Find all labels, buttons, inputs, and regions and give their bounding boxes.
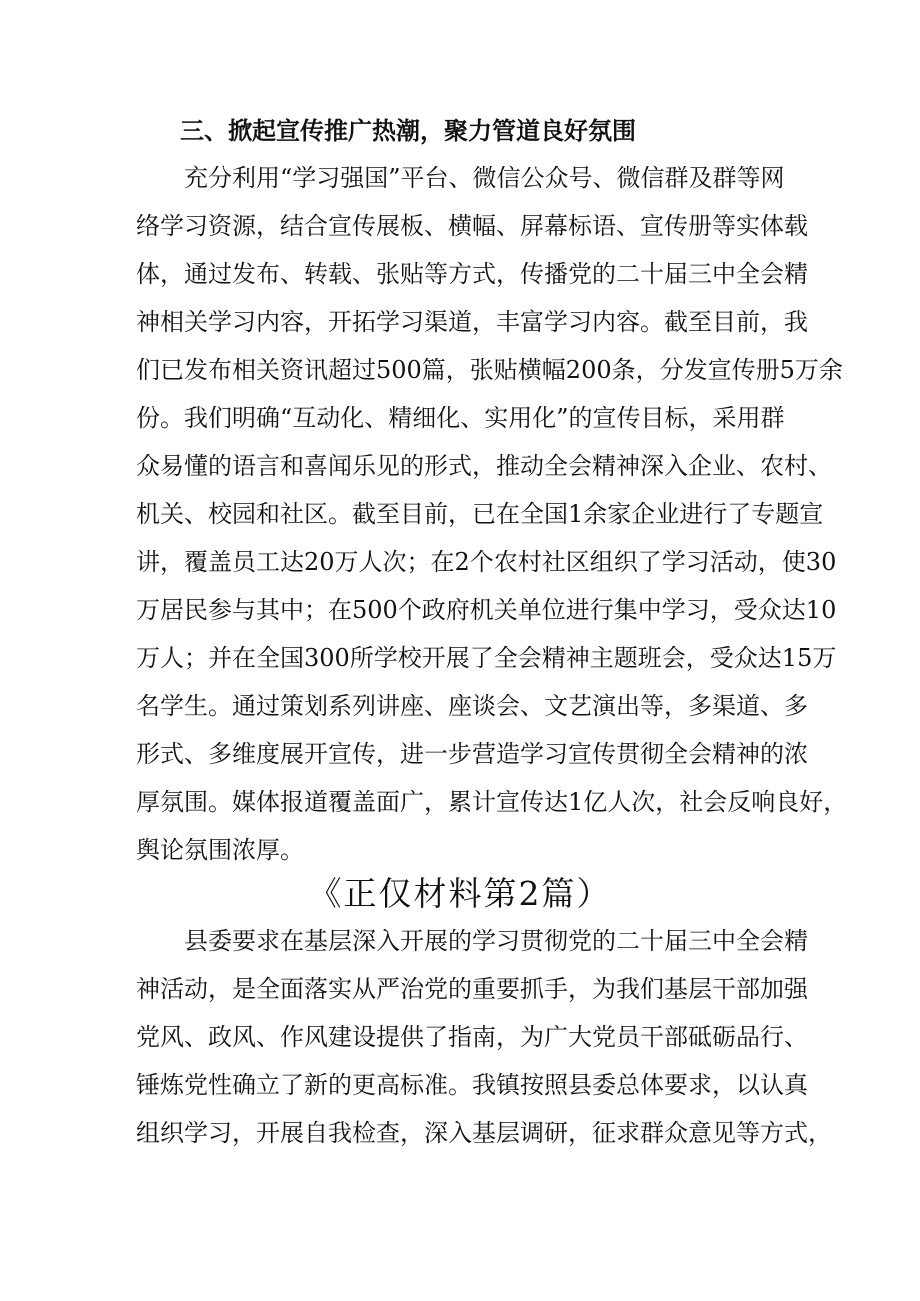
text-line: 县委要求在基层深入开展的学习贯彻党的二十届三中全会精	[184, 927, 808, 955]
text-line: 舆论氛围浓厚。	[136, 836, 304, 864]
text-line: 万居民参与其中；在500个政府机关单位进行集中学习，受众达10	[136, 596, 837, 624]
section-heading: 三、掀起宣传推广热潮，聚力管道良好氛围	[180, 117, 636, 145]
text-line: 份。我们明确“互动化、精细化、实用化”的宣传目标，采用群	[136, 404, 785, 432]
text-line: 络学习资源，结合宣传展板、横幅、屏幕标语、宣传册等实体载	[136, 212, 808, 240]
text-line: 神活动，是全面落实从严治党的重要抓手，为我们基层干部加强	[136, 975, 808, 1003]
document-title: 《正仅材料第2篇）	[308, 874, 612, 913]
text-line: 讲，覆盖员工达20万人次；在2个农村社区组织了学习活动，使30	[136, 548, 837, 576]
text-line: 党风、政风、作风建设提供了指南，为广大党员干部砥砺品行、	[136, 1023, 808, 1051]
text-line: 万人；并在全国300所学校开展了全会精神主题班会，受众达15万	[136, 644, 837, 672]
text-line: 形式、多维度展开宣传，进一步营造学习宣传贯彻全会精神的浓	[136, 740, 808, 768]
text-line: 机关、校园和社区。截至目前，已在全国1余家企业进行了专题宣	[136, 500, 824, 528]
text-line: 体，通过发布、转载、张贴等方式，传播党的二十届三中全会精	[136, 260, 808, 288]
section-body-2	[136, 917, 832, 1157]
text-line: 充分利用“学习强国”平台、微信公众号、微信群及群等网	[184, 164, 785, 192]
section-body	[136, 154, 848, 874]
text-line: 厚氛围。媒体报道覆盖面广，累计宣传达1亿人次，社会反响良好，	[136, 788, 848, 816]
text-line: 名学生。通过策划系列讲座、座谈会、文艺演出等，多渠道、多	[136, 692, 808, 720]
text-line: 组织学习，开展自我检查，深入基层调研，征求群众意见等方式，	[136, 1119, 832, 1147]
text-line: 锤炼党性确立了新的更高标准。我镇按照县委总体要求，以认真	[136, 1071, 808, 1099]
text-line: 众易懂的语言和喜闻乐见的形式，推动全会精神深入企业、农村、	[136, 452, 832, 480]
text-line: 们已发布相关资讯超过500篇，张贴横幅200条，分发宣传册5万余	[136, 356, 843, 384]
text-line: 神相关学习内容，开拓学习渠道，丰富学习内容。截至目前，我	[136, 308, 808, 336]
